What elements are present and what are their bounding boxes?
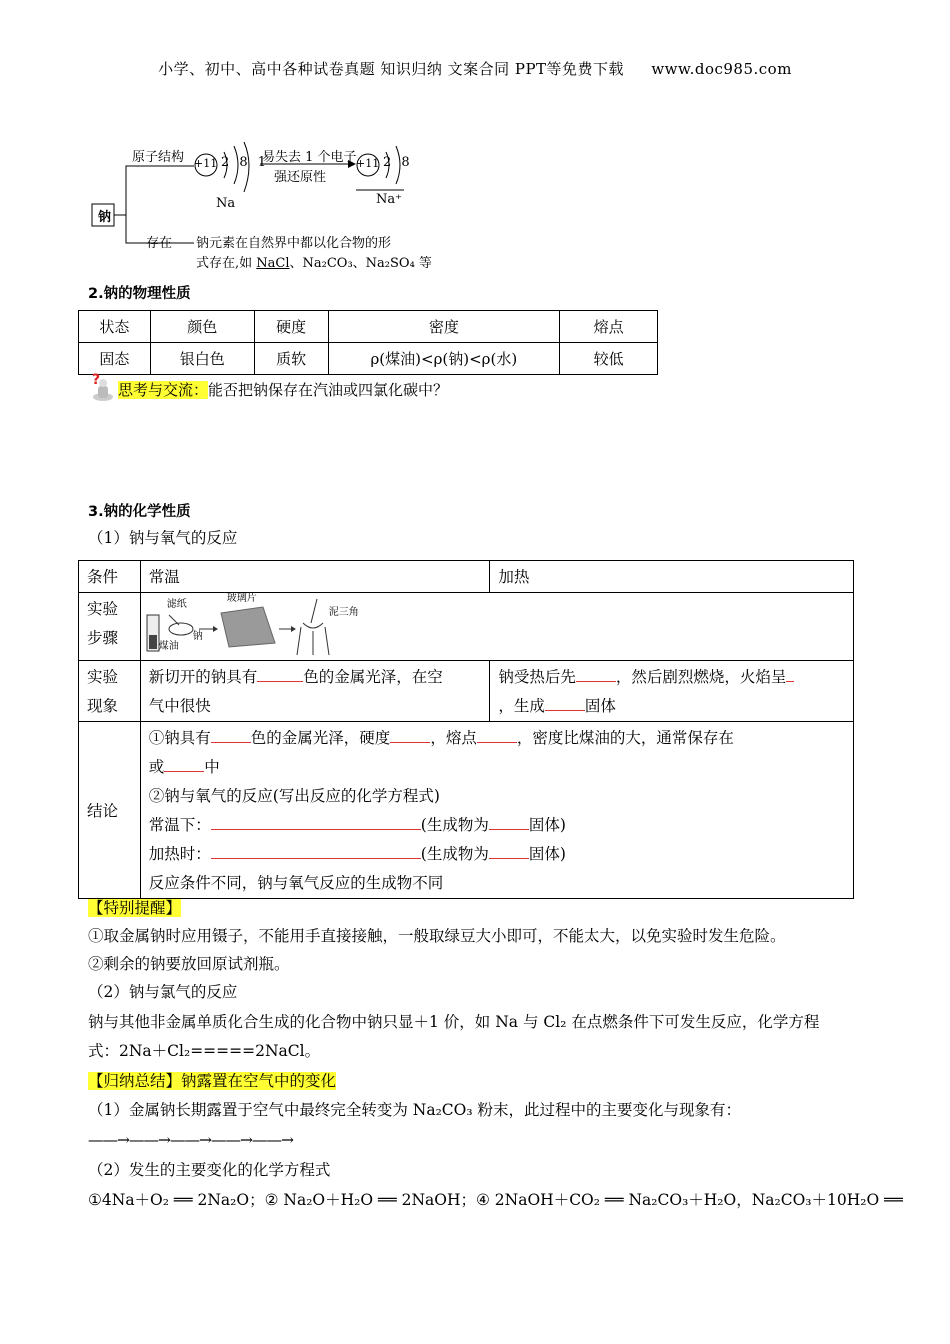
diagram-branch-structure: 原子结构 bbox=[132, 150, 185, 165]
td-phen-label bbox=[79, 661, 141, 722]
blank[interactable] bbox=[211, 726, 251, 743]
existence-nacl: NaCl bbox=[256, 256, 290, 271]
c5-a: 加热时： bbox=[148, 845, 211, 863]
td-state: 固态 bbox=[79, 343, 151, 375]
existence-line-1: 钠元素在自然界中都以化合物的形 bbox=[196, 236, 392, 251]
physical-properties-table bbox=[78, 310, 658, 375]
chlorine-sub: （2）钠与氯气的反应 bbox=[88, 983, 238, 1001]
td-melting: 较低 bbox=[560, 343, 658, 375]
th-hardness: 硬度 bbox=[254, 311, 328, 343]
th-color: 颜色 bbox=[150, 311, 254, 343]
phen-label-1: 实验 bbox=[87, 668, 119, 686]
summary-line-3: ①4Na＋O₂ ══ 2Na₂O；② Na₂O＋H₂O ══ 2NaOH；④ 2NaOH＋CO₂ ══ Na₂CO₃＋H₂O，Na₂CO₃＋10H₂O ══ bbox=[88, 1191, 903, 1209]
phen-label-2: 现象 bbox=[87, 697, 119, 715]
c1-c: ，熔点 bbox=[430, 729, 477, 747]
atom-right-nucleus: +11 bbox=[356, 157, 380, 170]
td-density: ρ(煤油)<ρ(钠)<ρ(水) bbox=[328, 343, 560, 375]
reminder-line-1: ①取金属钠时应用镊子，不能用手直接接触，一般取绿豆大小即可，不能太大，以免实验时发生危险。 bbox=[88, 927, 786, 945]
sodium-oxygen-table bbox=[78, 560, 854, 899]
atom-right-shells: 2 8 bbox=[383, 155, 413, 170]
blank[interactable] bbox=[257, 665, 303, 682]
blank[interactable] bbox=[211, 813, 421, 830]
th-melting: 熔点 bbox=[560, 311, 658, 343]
c6: 反应条件不同，钠与氧气反应的生成物不同 bbox=[148, 874, 444, 892]
arrow-bottom-text: 强还原性 bbox=[274, 170, 327, 185]
arrow-top-text: 易失去 1 个电子 bbox=[262, 150, 357, 165]
atom-left-nucleus: +11 bbox=[194, 157, 218, 170]
atom-right-label: Na⁺ bbox=[376, 192, 402, 207]
summary-arrows: ——→——→——→——→——→ bbox=[88, 1131, 293, 1149]
th-density: 密度 bbox=[328, 311, 560, 343]
blank[interactable] bbox=[545, 694, 585, 711]
blank[interactable] bbox=[477, 726, 517, 743]
c1-b: 色的金属光泽，硬度 bbox=[250, 729, 391, 747]
blank[interactable] bbox=[390, 726, 430, 743]
summary-line-2: （2）发生的主要变化的化学方程式 bbox=[88, 1161, 331, 1179]
diagram-root: 钠 bbox=[98, 210, 112, 225]
c2-b: 中 bbox=[204, 758, 220, 776]
existence-pre: 式存在,如 bbox=[196, 256, 253, 271]
td-normal: 常温 bbox=[140, 561, 490, 593]
phen-heat-c: ，生成 bbox=[498, 697, 545, 715]
think-label: 思考与交流： bbox=[118, 381, 209, 399]
img-label-sodium: 钠 bbox=[192, 631, 203, 642]
td-phen-normal bbox=[140, 661, 490, 722]
svg-text:?: ? bbox=[92, 372, 101, 388]
reminder-line-2: ②剩余的钠要放回原试剂瓶。 bbox=[88, 955, 290, 973]
summary-title bbox=[88, 1067, 336, 1096]
section3-sub1: （1）钠与氧气的反应 bbox=[88, 529, 238, 547]
phen-heat-a: 钠受热后先 bbox=[498, 668, 576, 686]
table-row bbox=[79, 722, 854, 899]
think-discuss bbox=[118, 380, 448, 400]
existence-line-2 bbox=[196, 252, 432, 271]
chlorine-line-2: 式：2Na＋Cl₂=====2NaCl。 bbox=[88, 1042, 321, 1060]
section2-title: 2.钠的物理性质 bbox=[88, 286, 191, 302]
table-header-row bbox=[79, 311, 658, 343]
experiment-steps-illustration bbox=[140, 593, 853, 661]
img-label-kerosene: 煤油 bbox=[158, 641, 179, 652]
c4-c: 固体) bbox=[528, 816, 566, 834]
diagram-branch-existence: 存在 bbox=[146, 236, 173, 251]
section3-title: 3.钠的化学性质 bbox=[88, 504, 191, 520]
phen-normal-b: 色的金属光泽，在空 bbox=[303, 668, 443, 686]
reminder-title bbox=[88, 894, 181, 923]
blank[interactable] bbox=[489, 842, 529, 859]
header-text: 小学、初中、高中各种试卷真题 知识归纳 文案合同 PPT等免费下载 bbox=[158, 60, 625, 78]
think-text: 能否把钠保存在汽油或四氯化碳中？ bbox=[208, 381, 449, 399]
td-phen-heat bbox=[490, 661, 854, 722]
blank[interactable] bbox=[576, 665, 616, 682]
img-label-filter: 滤纸 bbox=[166, 599, 187, 610]
c5-c: 固体) bbox=[528, 845, 566, 863]
steps-label-2: 步骤 bbox=[87, 629, 119, 647]
c5-b: (生成物为 bbox=[420, 845, 489, 863]
blank[interactable] bbox=[164, 755, 204, 772]
c1-d: ，密度比煤油的大，通常保存在 bbox=[516, 729, 734, 747]
table-row bbox=[79, 561, 854, 593]
chlorine-line-1: 钠与其他非金属单质化合生成的化合物中钠只显＋1 价，如 Na 与 Cl₂ 在点燃条件下可发生反应，化学方程 bbox=[88, 1013, 820, 1031]
blank[interactable] bbox=[211, 842, 421, 859]
atom-left-shells: 2 8 1 bbox=[221, 155, 270, 170]
td-hardness: 质软 bbox=[254, 343, 328, 375]
img-label-triangle: 泥三角 bbox=[328, 607, 359, 618]
sodium-structure-diagram bbox=[88, 140, 468, 270]
table-row bbox=[79, 661, 854, 722]
c4-a: 常温下： bbox=[148, 816, 211, 834]
summary-title-text: 【归纳总结】钠露置在空气中的变化 bbox=[88, 1072, 337, 1090]
c4-b: (生成物为 bbox=[420, 816, 489, 834]
c2-a: 或 bbox=[148, 758, 165, 776]
blank[interactable] bbox=[489, 813, 529, 830]
th-state: 状态 bbox=[79, 311, 151, 343]
page-header bbox=[0, 58, 950, 79]
summary-line-1: （1）金属钠长期露置于空气中最终完全转变为 Na₂CO₃ 粉末，此过程中的主要变化与现象有： bbox=[88, 1101, 742, 1119]
phen-heat-b: ，然后剧烈燃烧，火焰呈 bbox=[615, 668, 787, 686]
header-url[interactable]: www.doc985.com bbox=[651, 60, 792, 78]
td-conclusion bbox=[140, 722, 853, 899]
td-steps-label bbox=[79, 593, 141, 661]
c1-a: ①钠具有 bbox=[148, 729, 211, 747]
phen-normal-a: 新切开的钠具有 bbox=[148, 668, 258, 686]
td-color: 银白色 bbox=[150, 343, 254, 375]
steps-label-1: 实验 bbox=[87, 600, 119, 618]
img-label-glass: 玻璃片 bbox=[226, 593, 257, 604]
reminder-title-text: 【特别提醒】 bbox=[88, 899, 182, 917]
blank[interactable] bbox=[786, 665, 794, 682]
table-row bbox=[79, 593, 854, 661]
atom-left-label: Na bbox=[216, 196, 236, 211]
td-cond: 条件 bbox=[79, 561, 141, 593]
c3: ②钠与氧气的反应(写出反应的化学方程式) bbox=[148, 787, 440, 805]
table-row bbox=[79, 343, 658, 375]
td-concl-label: 结论 bbox=[79, 722, 141, 899]
phen-normal-c: 气中很快 bbox=[148, 697, 211, 715]
td-heat: 加热 bbox=[490, 561, 854, 593]
existence-post: 、Na₂CO₃、Na₂SO₄ 等 bbox=[289, 256, 432, 271]
phen-heat-d: 固体 bbox=[584, 697, 616, 715]
question-person-icon bbox=[88, 372, 118, 402]
